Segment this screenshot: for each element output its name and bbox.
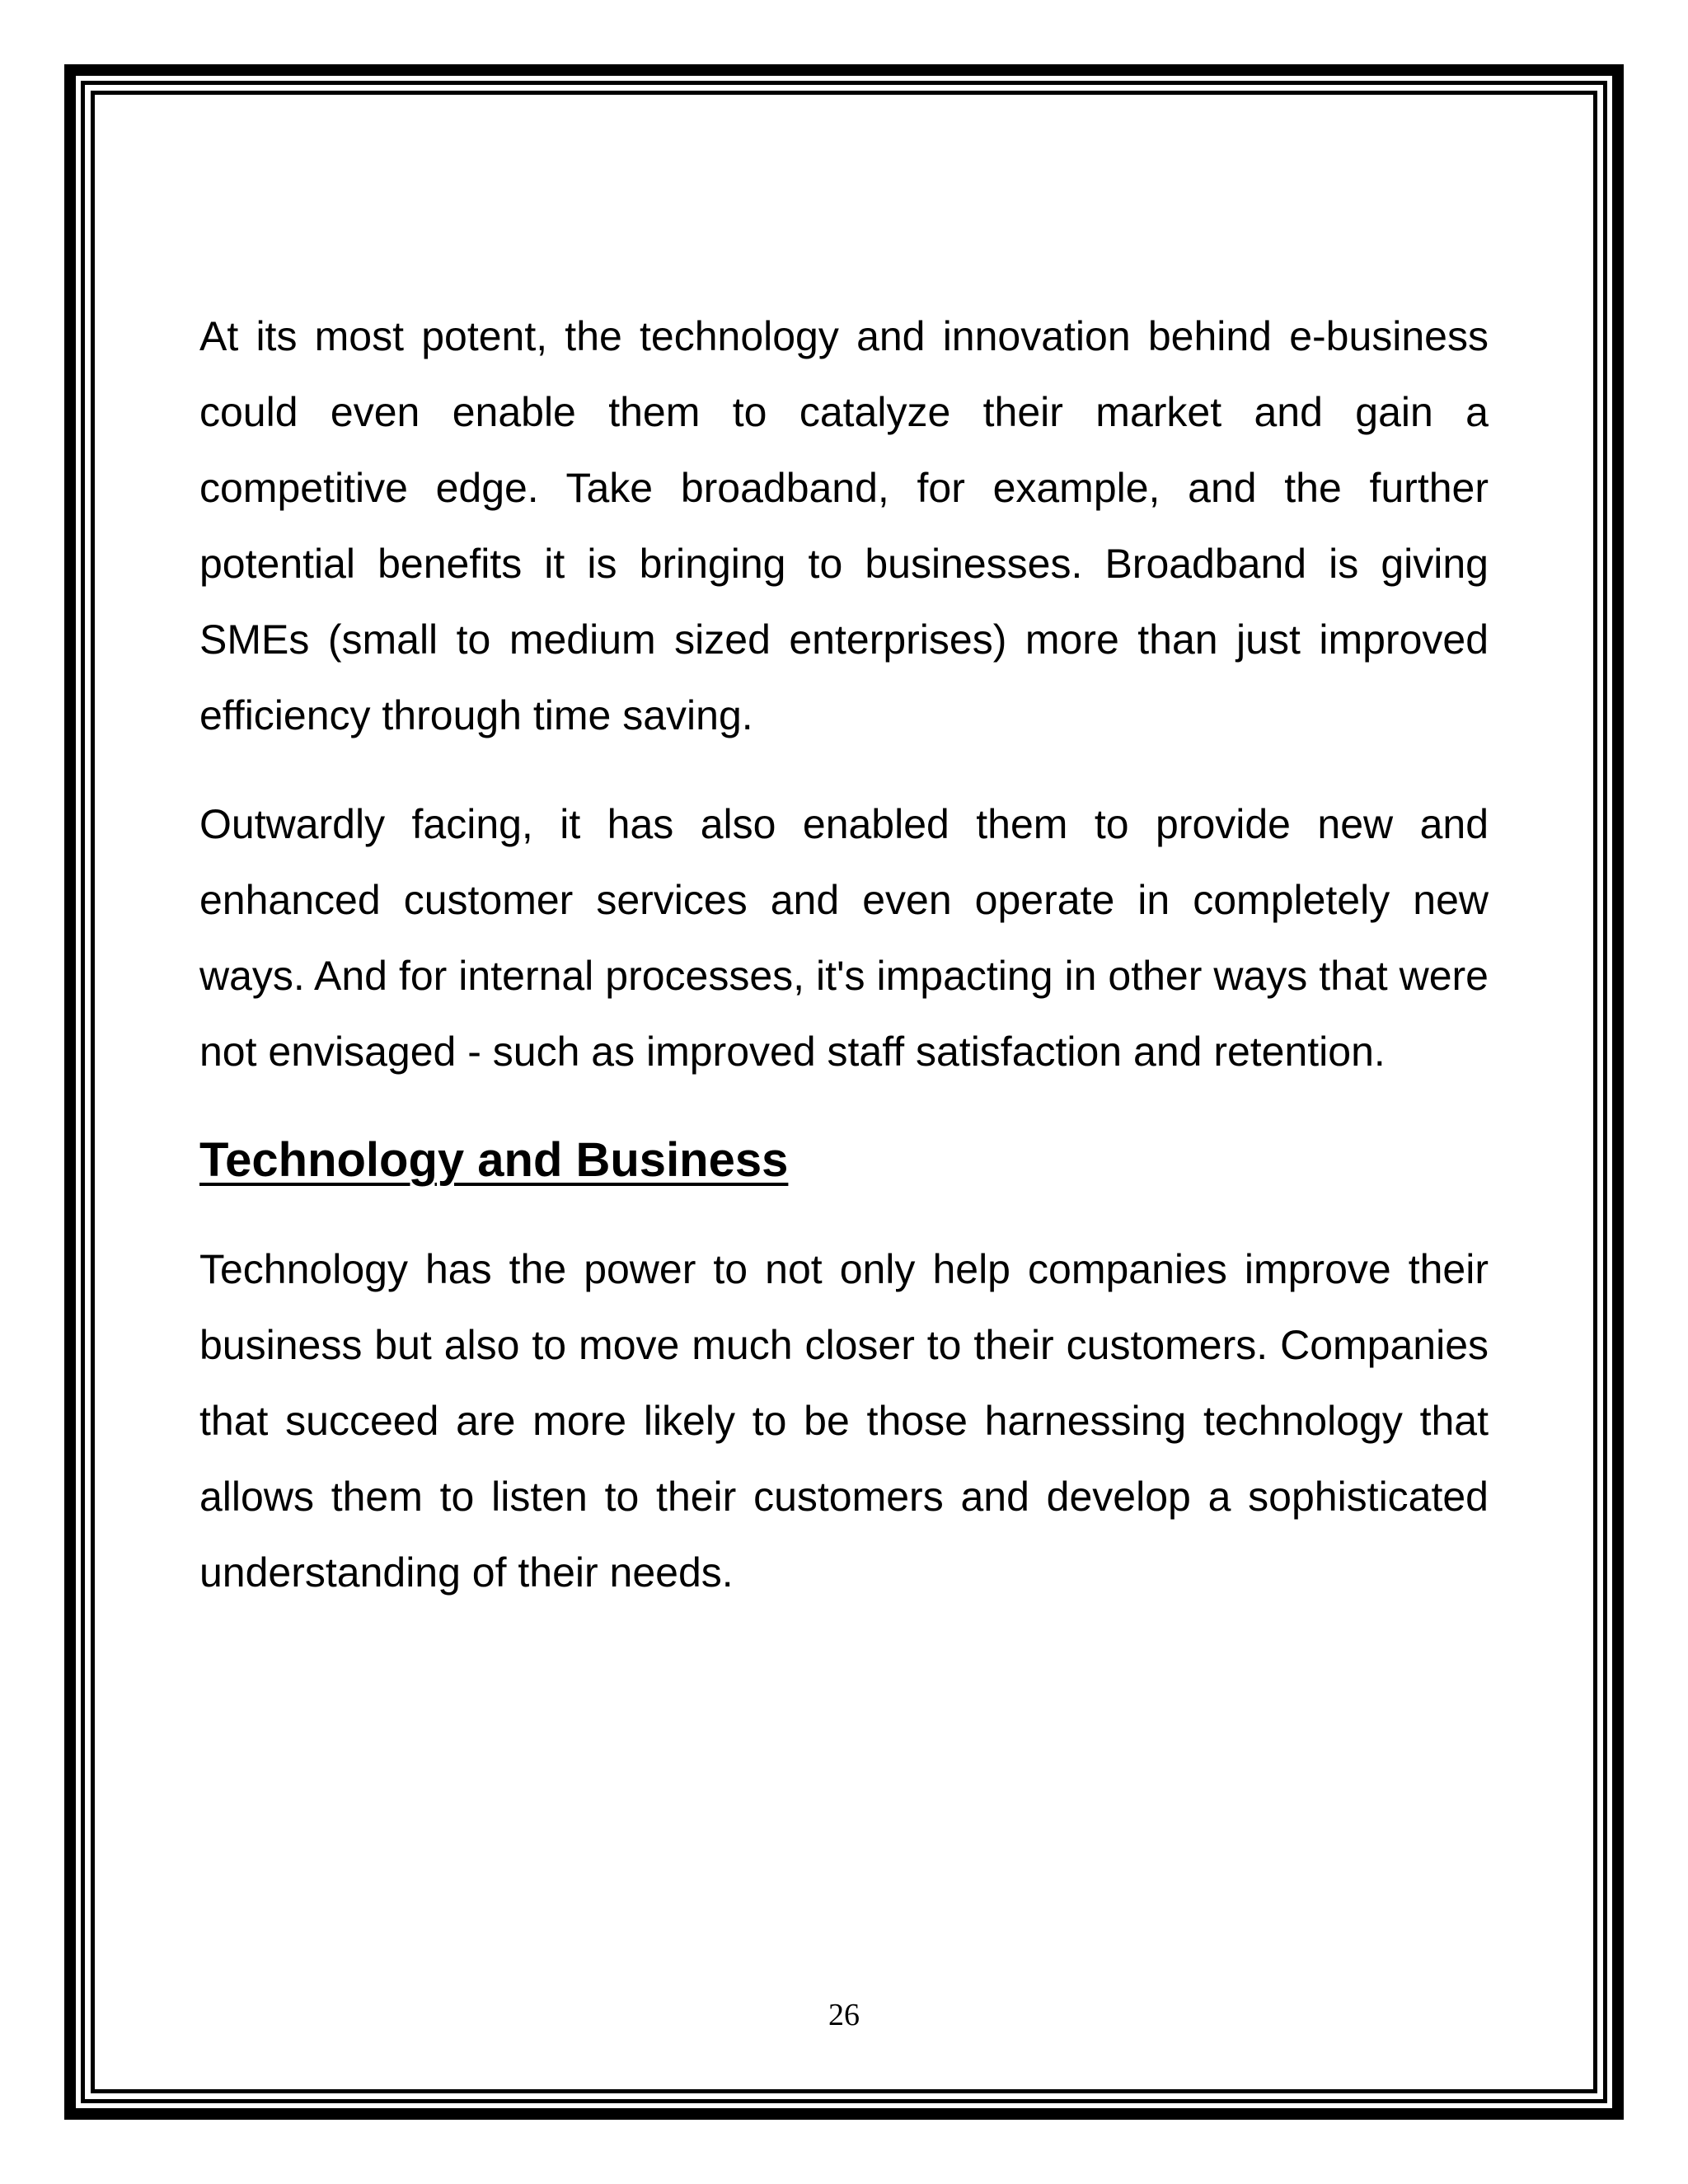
page-number: 26 — [828, 1998, 860, 2032]
body-paragraph: Technology has the power to not only help companies improve their business but also to move much closer to their customers. Companies that succeed are more likely to be those harnessing technology that allows them to listen to their customers and develop a sophisticated understanding of their needs. — [199, 1246, 1489, 1596]
body-paragraph: Outwardly facing, it has also enabled them to provide new and enhanced customer services and even operate in completely new ways. And for internal processes, it's impacting in other ways that were not envisaged - such as improved staff satisfaction and retention. — [199, 801, 1489, 1075]
section-heading: Technology and Business — [199, 1133, 789, 1187]
page-content — [199, 298, 1489, 1643]
body-paragraph: At its most potent, the technology and innovation behind e-business could even enable them to catalyze their market and gain a competitive edge. Take broadband, for example, and the further potential benefits it is bringing to businesses. Broadband is giving SMEs (small to medium sized enterprises) more than just improved efficiency through time saving. — [199, 313, 1489, 738]
